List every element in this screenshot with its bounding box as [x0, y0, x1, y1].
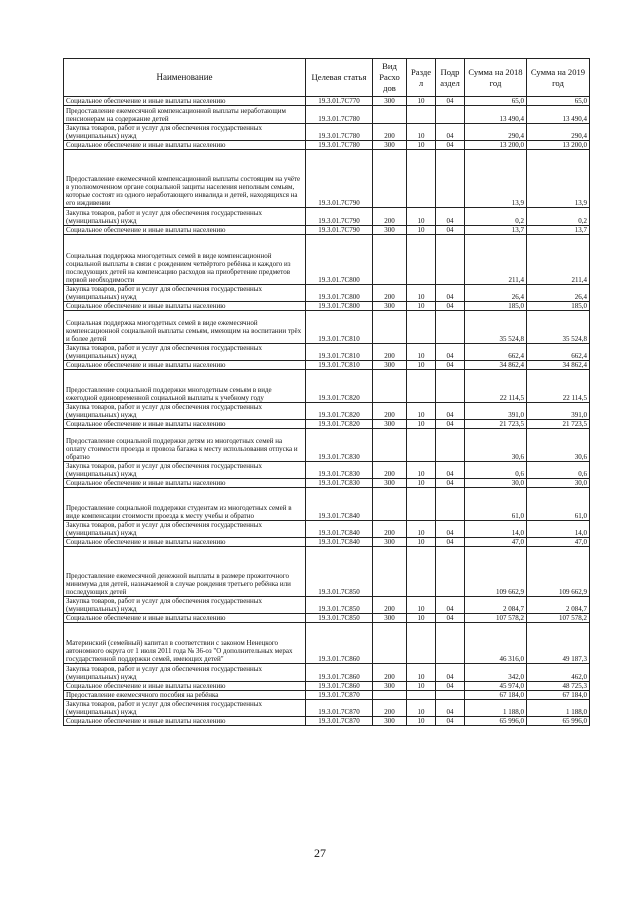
- table-header-row: [64, 59, 590, 97]
- table-row: [64, 521, 590, 538]
- row-name: Социальная поддержка многодетных семей в виде ежемесячной компенсационной социальной выплаты семьям, имеющим на воспитании трёх и более детей: [64, 311, 306, 344]
- row-subsection: [436, 235, 465, 285]
- row-section: [407, 235, 436, 285]
- row-subsection: 04: [436, 124, 465, 141]
- row-sum-2019: 290,4: [527, 124, 590, 141]
- row-target-article: 19.3.01.7С780: [306, 124, 373, 141]
- row-name: Закупка товаров, работ и услуг для обеспечения государственных (муниципальных) нужд: [64, 462, 306, 479]
- header-sum-2018: Сумма на 2018 год: [465, 59, 527, 97]
- row-name: Предоставление социальной поддержки студентам из многодетных семей в виде компенсации стоимости проезда к месту учебы и обратно: [64, 488, 306, 521]
- row-section: [407, 623, 436, 664]
- row-subsection: 04: [436, 420, 465, 429]
- row-sum-2019: 662,4: [527, 344, 590, 361]
- row-expense-type: 300: [373, 479, 407, 488]
- row-section: 10: [407, 521, 436, 538]
- table-row: [64, 150, 590, 208]
- row-expense-type: 300: [373, 302, 407, 311]
- row-target-article: 19.3.01.7С840: [306, 488, 373, 521]
- row-target-article: 19.3.01.7С830: [306, 462, 373, 479]
- row-section: [407, 106, 436, 124]
- row-sum-2019: 13 200,0: [527, 141, 590, 150]
- row-sum-2019: 26,4: [527, 285, 590, 302]
- row-sum-2019: 14,0: [527, 521, 590, 538]
- row-subsection: [436, 547, 465, 597]
- row-section: [407, 547, 436, 597]
- row-sum-2018: 30,6: [465, 429, 527, 462]
- table-row: [64, 420, 590, 429]
- row-expense-type: [373, 488, 407, 521]
- row-sum-2019: 107 578,2: [527, 614, 590, 623]
- row-sum-2018: 47,0: [465, 538, 527, 547]
- row-target-article: 19.3.01.7С850: [306, 614, 373, 623]
- row-expense-type: 300: [373, 141, 407, 150]
- row-target-article: 19.3.01.7С810: [306, 361, 373, 370]
- row-target-article: 19.3.01.7С840: [306, 521, 373, 538]
- row-sum-2019: 34 862,4: [527, 361, 590, 370]
- row-subsection: [436, 623, 465, 664]
- row-name: Социальное обеспечение и иные выплаты населению: [64, 717, 306, 726]
- table-row: [64, 538, 590, 547]
- header-sum-2019: Сумма на 2019 год: [527, 59, 590, 97]
- row-section: [407, 691, 436, 700]
- table-row: [64, 479, 590, 488]
- row-subsection: [436, 429, 465, 462]
- row-section: 10: [407, 403, 436, 420]
- row-subsection: 04: [436, 302, 465, 311]
- row-sum-2018: 65,0: [465, 97, 527, 106]
- budget-table: [63, 58, 590, 726]
- row-expense-type: 200: [373, 462, 407, 479]
- row-target-article: 19.3.01.7С790: [306, 226, 373, 235]
- row-section: 10: [407, 597, 436, 614]
- row-sum-2018: 185,0: [465, 302, 527, 311]
- row-name: Закупка товаров, работ и услуг для обеспечения государственных (муниципальных) нужд: [64, 344, 306, 361]
- row-sum-2019: 22 114,5: [527, 370, 590, 403]
- table-row: [64, 691, 590, 700]
- table-row: [64, 664, 590, 682]
- row-subsection: 04: [436, 403, 465, 420]
- row-target-article: 19.3.01.7С820: [306, 370, 373, 403]
- row-target-article: 19.3.01.7С860: [306, 664, 373, 682]
- row-section: 10: [407, 700, 436, 717]
- row-subsection: [436, 691, 465, 700]
- row-target-article: 19.3.01.7С860: [306, 623, 373, 664]
- row-name: Закупка товаров, работ и услуг для обеспечения государственных (муниципальных) нужд: [64, 597, 306, 614]
- table-row: [64, 429, 590, 462]
- row-section: 10: [407, 208, 436, 226]
- table-row: [64, 124, 590, 141]
- table-row: [64, 226, 590, 235]
- row-section: [407, 311, 436, 344]
- table-row: [64, 344, 590, 361]
- row-sum-2018: 1 188,0: [465, 700, 527, 717]
- row-name: Социальное обеспечение и иные выплаты населению: [64, 97, 306, 106]
- row-section: 10: [407, 361, 436, 370]
- row-target-article: 19.3.01.7С780: [306, 141, 373, 150]
- row-expense-type: 300: [373, 97, 407, 106]
- row-name: Социальное обеспечение и иные выплаты населению: [64, 420, 306, 429]
- row-section: 10: [407, 462, 436, 479]
- table-row: [64, 311, 590, 344]
- row-target-article: 19.3.01.7С830: [306, 429, 373, 462]
- row-section: 10: [407, 682, 436, 691]
- row-subsection: 04: [436, 521, 465, 538]
- row-sum-2018: 21 723,5: [465, 420, 527, 429]
- row-sum-2019: 1 188,0: [527, 700, 590, 717]
- row-name: Предоставление социальной поддержки многодетным семьям в виде ежегодной единовременной социальной выплаты к учебному году: [64, 370, 306, 403]
- row-subsection: 04: [436, 141, 465, 150]
- row-subsection: [436, 370, 465, 403]
- row-target-article: 19.3.01.7С800: [306, 235, 373, 285]
- header-name: Наименование: [64, 59, 306, 97]
- row-name: Социальное обеспечение и иные выплаты населению: [64, 614, 306, 623]
- table-row: [64, 235, 590, 285]
- row-sum-2018: 211,4: [465, 235, 527, 285]
- row-sum-2019: 47,0: [527, 538, 590, 547]
- row-name: Закупка товаров, работ и услуг для обеспечения государственных (муниципальных) нужд: [64, 403, 306, 420]
- row-name: Предоставление ежемесячного пособия на ребёнка: [64, 691, 306, 700]
- row-section: 10: [407, 479, 436, 488]
- row-subsection: 04: [436, 597, 465, 614]
- table-row: [64, 208, 590, 226]
- row-subsection: [436, 488, 465, 521]
- row-expense-type: 300: [373, 226, 407, 235]
- row-subsection: 04: [436, 462, 465, 479]
- row-sum-2019: 67 184,0: [527, 691, 590, 700]
- table-row: [64, 717, 590, 726]
- table-row: [64, 488, 590, 521]
- row-target-article: 19.3.01.7С820: [306, 403, 373, 420]
- row-sum-2019: 21 723,5: [527, 420, 590, 429]
- header-expense-type: Вид Расхо дов: [373, 59, 407, 97]
- row-expense-type: [373, 691, 407, 700]
- row-subsection: 04: [436, 208, 465, 226]
- row-sum-2018: 109 662,9: [465, 547, 527, 597]
- row-expense-type: 200: [373, 208, 407, 226]
- row-sum-2019: 61,0: [527, 488, 590, 521]
- row-subsection: 04: [436, 344, 465, 361]
- row-name: Закупка товаров, работ и услуг для обеспечения государственных (муниципальных) нужд: [64, 664, 306, 682]
- row-target-article: 19.3.01.7С860: [306, 682, 373, 691]
- row-expense-type: 300: [373, 614, 407, 623]
- row-target-article: 19.3.01.7С870: [306, 691, 373, 700]
- row-section: 10: [407, 124, 436, 141]
- row-sum-2019: 49 187,3: [527, 623, 590, 664]
- row-sum-2018: 2 084,7: [465, 597, 527, 614]
- table-row: [64, 682, 590, 691]
- row-section: [407, 488, 436, 521]
- table-body: [64, 97, 590, 726]
- row-expense-type: 200: [373, 597, 407, 614]
- table-row: [64, 97, 590, 106]
- header-target-article: Целевая статья: [306, 59, 373, 97]
- row-sum-2019: 30,0: [527, 479, 590, 488]
- row-target-article: 19.3.01.7С850: [306, 597, 373, 614]
- row-expense-type: [373, 106, 407, 124]
- row-name: Социальное обеспечение и иные выплаты населению: [64, 302, 306, 311]
- row-section: [407, 370, 436, 403]
- row-target-article: 19.3.01.7С830: [306, 479, 373, 488]
- row-section: 10: [407, 664, 436, 682]
- row-sum-2019: 48 725,3: [527, 682, 590, 691]
- row-subsection: 04: [436, 700, 465, 717]
- row-sum-2019: 185,0: [527, 302, 590, 311]
- row-expense-type: [373, 623, 407, 664]
- row-section: 10: [407, 302, 436, 311]
- row-sum-2019: 0,2: [527, 208, 590, 226]
- table-row: [64, 285, 590, 302]
- row-name: Закупка товаров, работ и услуг для обеспечения государственных (муниципальных) нужд: [64, 124, 306, 141]
- row-name: Социальное обеспечение и иные выплаты населению: [64, 226, 306, 235]
- row-sum-2019: 109 662,9: [527, 547, 590, 597]
- row-sum-2018: 46 316,0: [465, 623, 527, 664]
- row-expense-type: 300: [373, 420, 407, 429]
- row-expense-type: [373, 235, 407, 285]
- row-name: Закупка товаров, работ и услуг для обеспечения государственных (муниципальных) нужд: [64, 285, 306, 302]
- row-target-article: 19.3.01.7С790: [306, 208, 373, 226]
- row-subsection: 04: [436, 285, 465, 302]
- row-sum-2019: 0,6: [527, 462, 590, 479]
- row-sum-2018: 30,0: [465, 479, 527, 488]
- row-sum-2018: 342,0: [465, 664, 527, 682]
- row-name: Предоставление ежемесячной компенсационной выплаты состоящим на учёте в уполномоченном органе социальной защиты населения неполным семьям, которые состоят из одного неработающего инвалида и детей, находящихся на его иждивении: [64, 150, 306, 208]
- row-sum-2019: 13,9: [527, 150, 590, 208]
- row-section: [407, 429, 436, 462]
- row-target-article: 19.3.01.7С800: [306, 302, 373, 311]
- row-sum-2019: 391,0: [527, 403, 590, 420]
- row-name: Предоставление ежемесячной компенсационной выплаты неработающим пенсионерам на содержание детей: [64, 106, 306, 124]
- row-target-article: 19.3.01.7С780: [306, 106, 373, 124]
- row-section: 10: [407, 614, 436, 623]
- row-subsection: 04: [436, 479, 465, 488]
- row-section: 10: [407, 538, 436, 547]
- row-sum-2018: 13,7: [465, 226, 527, 235]
- row-name: Социальное обеспечение и иные выплаты населению: [64, 361, 306, 370]
- row-sum-2019: 462,0: [527, 664, 590, 682]
- row-section: 10: [407, 420, 436, 429]
- row-sum-2018: 22 114,5: [465, 370, 527, 403]
- row-target-article: 19.3.01.7С870: [306, 700, 373, 717]
- row-subsection: [436, 150, 465, 208]
- table-row: [64, 361, 590, 370]
- row-subsection: 04: [436, 664, 465, 682]
- row-target-article: 19.3.01.7С800: [306, 285, 373, 302]
- row-subsection: 04: [436, 97, 465, 106]
- row-expense-type: [373, 150, 407, 208]
- row-expense-type: 200: [373, 664, 407, 682]
- row-expense-type: [373, 370, 407, 403]
- row-expense-type: 200: [373, 285, 407, 302]
- row-sum-2018: 35 524,8: [465, 311, 527, 344]
- row-target-article: 19.3.01.7С850: [306, 547, 373, 597]
- row-expense-type: 200: [373, 700, 407, 717]
- row-expense-type: 200: [373, 403, 407, 420]
- table-row: [64, 547, 590, 597]
- table-row: [64, 106, 590, 124]
- page-number: 27: [314, 846, 326, 860]
- header-section: Разде л: [407, 59, 436, 97]
- table-row: [64, 597, 590, 614]
- table-row: [64, 403, 590, 420]
- row-target-article: 19.3.01.7С820: [306, 420, 373, 429]
- table-row: [64, 623, 590, 664]
- row-subsection: 04: [436, 226, 465, 235]
- row-section: 10: [407, 97, 436, 106]
- row-name: Социальное обеспечение и иные выплаты населению: [64, 538, 306, 547]
- row-sum-2018: 65 996,0: [465, 717, 527, 726]
- row-sum-2019: 13 490,4: [527, 106, 590, 124]
- row-section: [407, 150, 436, 208]
- row-section: 10: [407, 285, 436, 302]
- row-sum-2019: 2 084,7: [527, 597, 590, 614]
- row-sum-2018: 0,6: [465, 462, 527, 479]
- row-expense-type: 300: [373, 361, 407, 370]
- row-subsection: 04: [436, 717, 465, 726]
- row-section: 10: [407, 226, 436, 235]
- row-sum-2018: 107 578,2: [465, 614, 527, 623]
- row-expense-type: 200: [373, 521, 407, 538]
- row-name: Предоставление социальной поддержки детям из многодетных семей на оплату стоимости проезда и провоза багажа к месту использования отпуска и обратно: [64, 429, 306, 462]
- row-section: 10: [407, 717, 436, 726]
- row-subsection: 04: [436, 682, 465, 691]
- row-expense-type: [373, 429, 407, 462]
- row-section: 10: [407, 141, 436, 150]
- row-subsection: [436, 311, 465, 344]
- row-sum-2018: 26,4: [465, 285, 527, 302]
- row-name: Социальное обеспечение и иные выплаты населению: [64, 682, 306, 691]
- row-expense-type: [373, 547, 407, 597]
- row-sum-2018: 45 974,0: [465, 682, 527, 691]
- row-name: Социальная поддержка многодетных семей в виде компенсационной социальной выплаты в связи с рождением четвёртого ребёнка и каждого из последующих детей на компенсацию расходов на приобретение предметов первой необходимости: [64, 235, 306, 285]
- row-subsection: 04: [436, 538, 465, 547]
- row-sum-2018: 14,0: [465, 521, 527, 538]
- row-name: Закупка товаров, работ и услуг для обеспечения государственных (муниципальных) нужд: [64, 700, 306, 717]
- row-expense-type: 300: [373, 538, 407, 547]
- row-expense-type: 200: [373, 124, 407, 141]
- row-sum-2019: 65 996,0: [527, 717, 590, 726]
- header-subsection: Подр аздел: [436, 59, 465, 97]
- row-name: Социальное обеспечение и иные выплаты населению: [64, 479, 306, 488]
- row-name: Закупка товаров, работ и услуг для обеспечения государственных (муниципальных) нужд: [64, 521, 306, 538]
- row-sum-2019: 65,0: [527, 97, 590, 106]
- row-sum-2019: 30,6: [527, 429, 590, 462]
- row-name: Закупка товаров, работ и услуг для обеспечения государственных (муниципальных) нужд: [64, 208, 306, 226]
- row-sum-2018: 391,0: [465, 403, 527, 420]
- row-sum-2018: 67 184,0: [465, 691, 527, 700]
- row-sum-2018: 13,9: [465, 150, 527, 208]
- row-sum-2018: 662,4: [465, 344, 527, 361]
- table-row: [64, 614, 590, 623]
- row-sum-2019: 13,7: [527, 226, 590, 235]
- table-row: [64, 700, 590, 717]
- row-target-article: 19.3.01.7С810: [306, 344, 373, 361]
- table-row: [64, 302, 590, 311]
- row-sum-2018: 0,2: [465, 208, 527, 226]
- row-sum-2019: 211,4: [527, 235, 590, 285]
- row-sum-2018: 61,0: [465, 488, 527, 521]
- row-subsection: 04: [436, 361, 465, 370]
- row-sum-2018: 13 200,0: [465, 141, 527, 150]
- row-target-article: 19.3.01.7С770: [306, 97, 373, 106]
- row-sum-2018: 290,4: [465, 124, 527, 141]
- row-target-article: 19.3.01.7С810: [306, 311, 373, 344]
- row-sum-2018: 13 490,4: [465, 106, 527, 124]
- table-row: [64, 370, 590, 403]
- table-row: [64, 141, 590, 150]
- row-expense-type: 300: [373, 682, 407, 691]
- row-name: Предоставление ежемесячной денежной выплаты в размере прожиточного минимума для детей, назначаемой в случае рождения третьего ребёнка или последующих детей: [64, 547, 306, 597]
- row-name: Материнский (семейный) капитал в соответствии с законом Ненецкого автономного округа от 1 июля 2011 года № 36-оз "О дополнительных мерах государственной поддержки семей, имеющих детей": [64, 623, 306, 664]
- row-name: Социальное обеспечение и иные выплаты населению: [64, 141, 306, 150]
- row-target-article: 19.3.01.7С790: [306, 150, 373, 208]
- row-section: 10: [407, 344, 436, 361]
- row-sum-2018: 34 862,4: [465, 361, 527, 370]
- row-target-article: 19.3.01.7С870: [306, 717, 373, 726]
- row-subsection: [436, 106, 465, 124]
- row-expense-type: 200: [373, 344, 407, 361]
- table-row: [64, 462, 590, 479]
- row-expense-type: [373, 311, 407, 344]
- row-sum-2019: 35 524,8: [527, 311, 590, 344]
- row-expense-type: 300: [373, 717, 407, 726]
- row-subsection: 04: [436, 614, 465, 623]
- row-target-article: 19.3.01.7С840: [306, 538, 373, 547]
